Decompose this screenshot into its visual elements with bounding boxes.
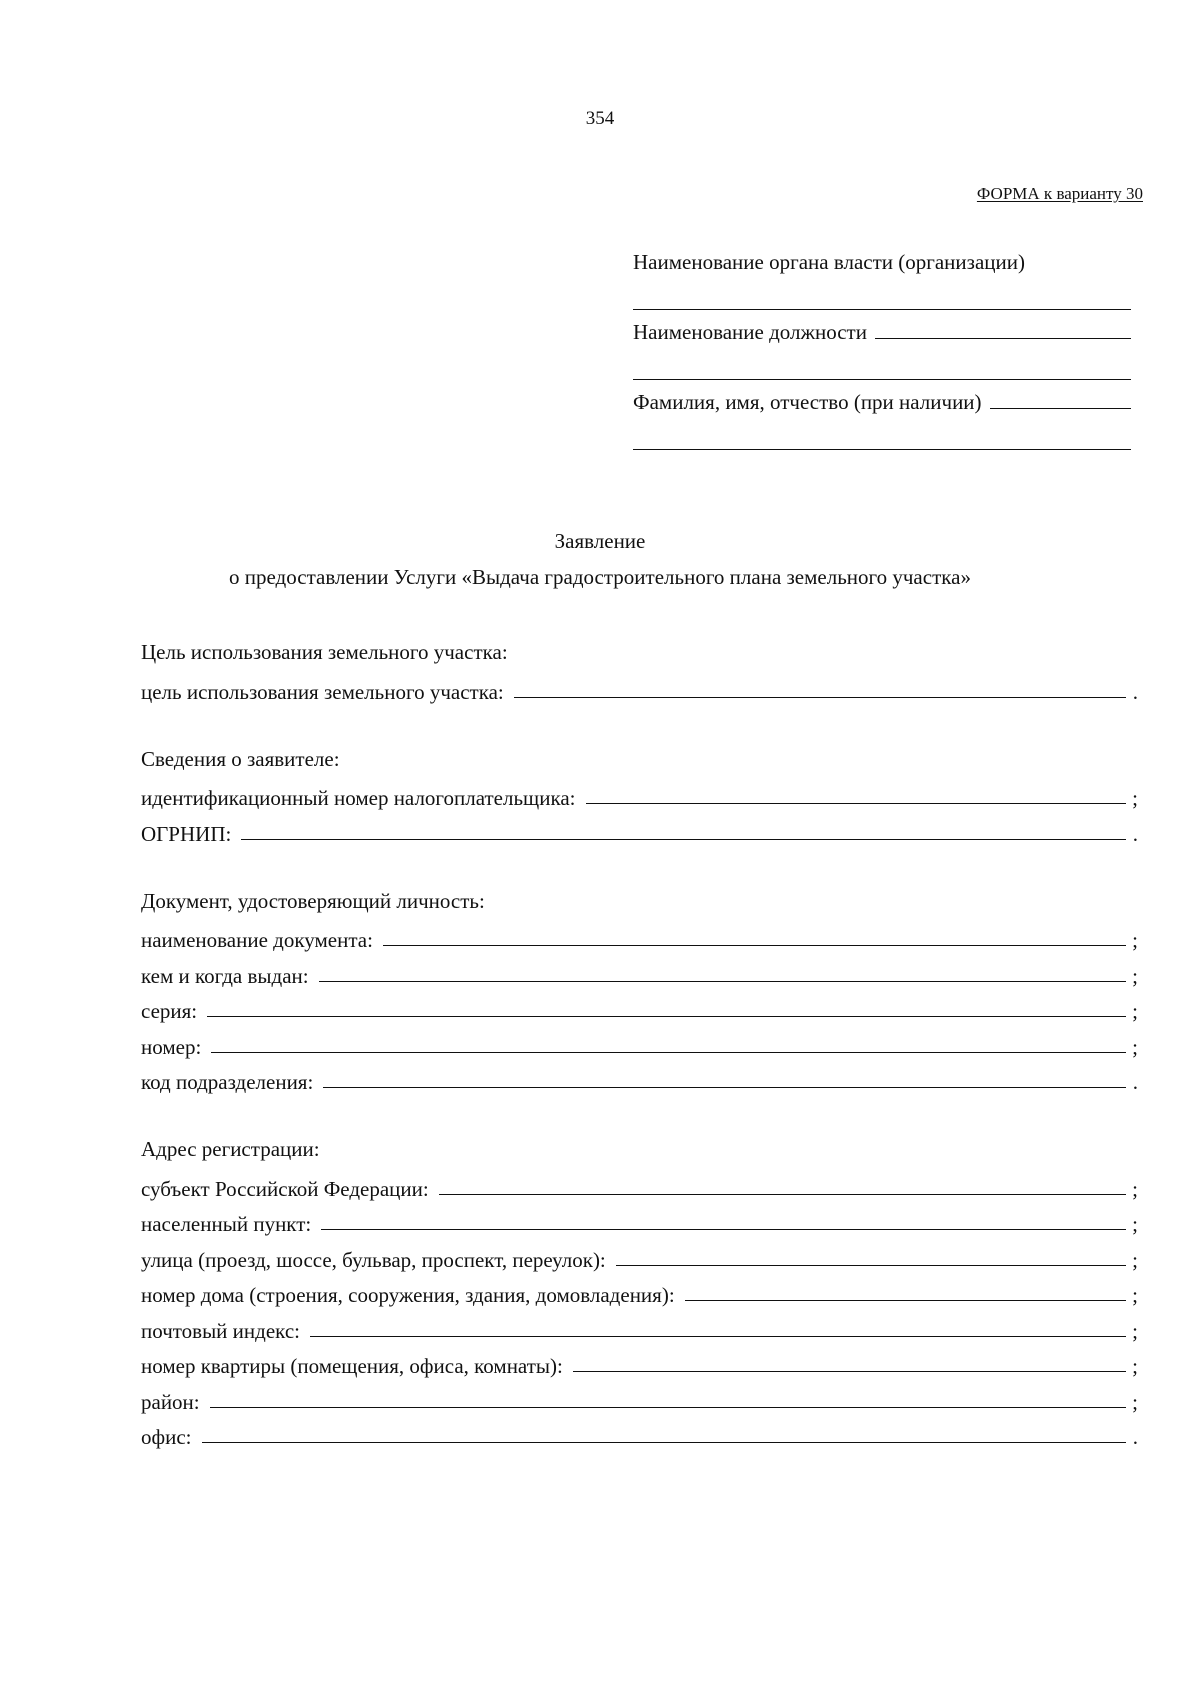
position-label: Наименование должности: [633, 320, 867, 344]
field-end-punctuation: ;: [1132, 928, 1138, 952]
field-label: улица (проезд, шоссе, бульвар, проспект, переулок):: [141, 1247, 606, 1272]
field-label: ОГРНИП:: [141, 821, 232, 846]
field-end-punctuation: ;: [1132, 786, 1138, 810]
document-subtitle: о предоставлении Услуги «Выдача градостроительного плана земельного участка»: [229, 565, 971, 589]
form-field-row: [141, 990, 1138, 1026]
field-input-line[interactable]: [685, 1300, 1126, 1301]
full-name-label: Фамилия, имя, отчество (при наличии): [633, 390, 982, 414]
authority-name-label: [633, 240, 1131, 275]
section-heading: Цель использования земельного участка:: [141, 640, 508, 664]
field-label: почтовый индекс:: [141, 1318, 300, 1343]
field-input-line[interactable]: [202, 1442, 1126, 1443]
field-input-line[interactable]: [319, 981, 1126, 982]
field-end-punctuation: ;: [1132, 1318, 1138, 1343]
field-input-line[interactable]: [439, 1194, 1126, 1195]
field-end-punctuation: .: [1132, 1425, 1138, 1449]
form-field-row: [141, 812, 1138, 848]
field-input-line[interactable]: [310, 1336, 1126, 1337]
addressee-block: [633, 240, 1131, 450]
field-label: цель использования земельного участка:: [141, 679, 504, 704]
form-field-row: [141, 1203, 1138, 1239]
field-end-punctuation: ;: [1132, 1389, 1138, 1414]
field-end-punctuation: ;: [1132, 1283, 1138, 1307]
position-field[interactable]: [875, 338, 1131, 339]
field-end-punctuation: .: [1132, 679, 1138, 704]
field-label: субъект Российской Федерации:: [141, 1176, 429, 1201]
field-end-punctuation: ;: [1132, 1212, 1138, 1236]
form-field-row: [141, 1345, 1138, 1381]
field-end-punctuation: ;: [1132, 1247, 1138, 1272]
form-field-row: [141, 1167, 1138, 1203]
field-label: номер квартиры (помещения, офиса, комнаты):: [141, 1354, 563, 1378]
field-input-line[interactable]: [514, 697, 1126, 698]
form-field-row: [141, 919, 1138, 955]
section-heading: Адрес регистрации:: [141, 1137, 320, 1161]
form-section: [141, 883, 1138, 1097]
form-field-row: [141, 1238, 1138, 1274]
field-input-line[interactable]: [586, 803, 1126, 804]
field-input-line[interactable]: [207, 1016, 1126, 1017]
form-field-row: [141, 1416, 1138, 1452]
form-field-row: [141, 1061, 1138, 1097]
field-end-punctuation: ;: [1132, 963, 1138, 988]
form-field-row: [141, 1380, 1138, 1416]
form-section: [141, 1131, 1138, 1451]
field-label: идентификационный номер налогоплательщика:: [141, 786, 576, 810]
field-label: номер:: [141, 1034, 202, 1059]
field-label: район:: [141, 1389, 200, 1414]
form-field-row: [141, 954, 1138, 990]
field-input-line[interactable]: [211, 1052, 1126, 1053]
field-label: кем и когда выдан:: [141, 963, 309, 988]
field-input-line[interactable]: [616, 1265, 1126, 1266]
field-input-line[interactable]: [210, 1407, 1126, 1408]
field-input-line[interactable]: [383, 945, 1126, 946]
authority-name-field[interactable]: [633, 275, 1131, 310]
authority-name-text: Наименование органа власти (организации): [633, 250, 1025, 274]
position-field-continued[interactable]: [633, 345, 1131, 380]
section-heading: Документ, удостоверяющий личность:: [141, 888, 485, 913]
form-field-row: [141, 1025, 1138, 1061]
field-end-punctuation: .: [1132, 821, 1138, 846]
full-name-field-continued[interactable]: [633, 415, 1131, 450]
field-input-line[interactable]: [573, 1371, 1126, 1372]
application-fields: [141, 634, 1138, 1486]
form-field-row: [141, 1309, 1138, 1345]
full-name-label-row: [633, 380, 1131, 415]
form-field-row: [141, 1274, 1138, 1310]
field-end-punctuation: .: [1132, 1070, 1138, 1094]
field-label: офис:: [141, 1425, 192, 1449]
field-label: наименование документа:: [141, 928, 373, 952]
page-number: 354: [585, 108, 615, 129]
full-name-field[interactable]: [990, 408, 1131, 409]
position-label-row: [633, 310, 1131, 345]
field-label: номер дома (строения, сооружения, здания, домовладения):: [141, 1283, 675, 1307]
field-input-line[interactable]: [323, 1087, 1126, 1088]
field-end-punctuation: ;: [1132, 1176, 1138, 1201]
field-end-punctuation: ;: [1132, 1354, 1138, 1378]
form-field-row: [141, 670, 1138, 706]
form-reference: ФОРМА к варианту 30: [976, 184, 1143, 203]
section-heading: Сведения о заявителе:: [141, 746, 340, 771]
form-field-row: [141, 777, 1138, 813]
form-section: [141, 741, 1138, 848]
field-input-line[interactable]: [321, 1229, 1126, 1230]
field-label: населенный пункт:: [141, 1212, 312, 1236]
field-label: код подразделения:: [141, 1070, 314, 1094]
form-section: [141, 634, 1138, 706]
field-end-punctuation: ;: [1132, 1034, 1138, 1059]
field-input-line[interactable]: [241, 839, 1126, 840]
field-end-punctuation: ;: [1132, 999, 1138, 1023]
document-title: Заявление: [554, 529, 646, 553]
field-label: серия:: [141, 999, 198, 1023]
